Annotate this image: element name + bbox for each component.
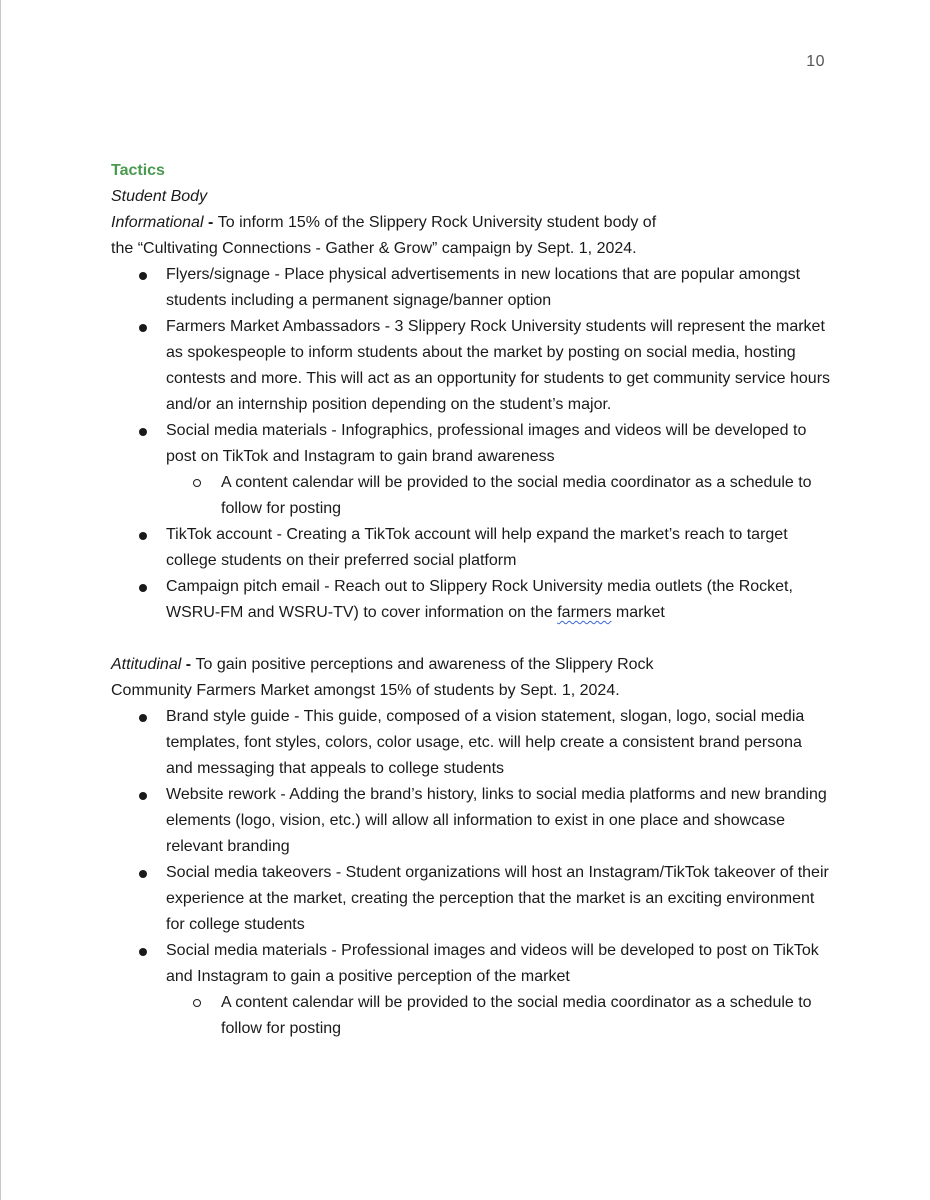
- list-item: [111, 704, 831, 782]
- hollow-bullet-icon: [193, 999, 201, 1007]
- bullet-icon: [139, 714, 147, 722]
- hollow-bullet-icon: [193, 479, 201, 487]
- objective-dash: -: [203, 214, 218, 231]
- objective-label: Attitudinal: [111, 656, 182, 673]
- bullet-icon: [139, 428, 147, 436]
- bullet-icon: [139, 870, 147, 878]
- section-heading: Tactics: [111, 162, 165, 179]
- list-item-text: [166, 578, 793, 621]
- list-item: [111, 522, 831, 574]
- list-item: [111, 782, 831, 860]
- list-item: [111, 418, 831, 522]
- paragraph-spacer: [111, 626, 831, 652]
- informational-tactics-list: [111, 262, 831, 626]
- bullet-icon: [139, 584, 147, 592]
- bullet-icon: [139, 324, 147, 332]
- text-fragment: Campaign pitch email - Reach out to Slippery Rock University media outlets (the Rocket, WSRU-FM and WSRU-TV) to cover information on the: [166, 578, 793, 621]
- list-item-text: Flyers/signage - Place physical advertisements in new locations that are popular amongst students including a permanent signage/banner option: [166, 266, 801, 309]
- bullet-icon: [139, 792, 147, 800]
- sub-list-item: [166, 990, 831, 1042]
- attitudinal-tactics-list: [111, 704, 831, 1042]
- objective-dash: -: [181, 656, 196, 673]
- objective-text-cont: the “Cultivating Connections - Gather & Grow” campaign by Sept. 1, 2024.: [111, 240, 637, 257]
- sub-list-item-text: A content calendar will be provided to the social media coordinator as a schedule to follow for posting: [221, 474, 812, 517]
- sub-list: [166, 470, 831, 522]
- objective-text-cont: Community Farmers Market amongst 15% of students by Sept. 1, 2024.: [111, 682, 620, 699]
- list-item-text: Farmers Market Ambassadors - 3 Slippery Rock University students will represent the market as spokespeople to inform students about the market by posting on social media, hosting contests and more. This will act as an opportunity for students to get community service hours and/or an internship position depending on the student’s major.: [166, 318, 831, 413]
- list-item: [111, 938, 831, 1042]
- spellcheck-flagged-word[interactable]: farmers: [557, 604, 612, 621]
- text-fragment: market: [611, 604, 665, 621]
- list-item-text: Social media materials - Infographics, professional images and videos will be developed to post on TikTok and Instagram to gain brand awareness: [166, 422, 807, 465]
- sub-list-item-text: A content calendar will be provided to the social media coordinator as a schedule to follow for posting: [221, 994, 812, 1037]
- objective-label: Informational: [111, 214, 204, 231]
- list-item: [111, 314, 831, 418]
- list-item-text: Website rework - Adding the brand’s history, links to social media platforms and new branding elements (logo, vision, etc.) will allow all information to exist in one place and showcase relevant branding: [166, 786, 827, 855]
- informational-objective: [111, 210, 831, 262]
- list-item: [111, 262, 831, 314]
- bullet-icon: [139, 948, 147, 956]
- document-body: [111, 158, 831, 1042]
- sub-list: [166, 990, 831, 1042]
- attitudinal-objective: [111, 652, 831, 704]
- list-item-text: Social media takeovers - Student organizations will host an Instagram/TikTok takeover of their experience at the market, creating the perception that the market is an exciting environment for college students: [166, 864, 829, 933]
- subheading: Student Body: [111, 188, 208, 205]
- list-item-text: Social media materials - Professional images and videos will be developed to post on TikTok and Instagram to gain a positive perception of the market: [166, 942, 819, 985]
- objective-text: To gain positive perceptions and awareness of the Slippery Rock: [195, 656, 654, 673]
- bullet-icon: [139, 532, 147, 540]
- page-number: 10: [806, 53, 825, 70]
- list-item: [111, 574, 831, 626]
- objective-text: To inform 15% of the Slippery Rock University student body of: [217, 214, 657, 231]
- list-item-text: Brand style guide - This guide, composed of a vision statement, slogan, logo, social media templates, font styles, colors, color usage, etc. will help create a consistent brand persona and messaging that appeals to college students: [166, 708, 805, 777]
- list-item-text: TikTok account - Creating a TikTok account will help expand the market’s reach to target college students on their preferred social platform: [166, 526, 788, 569]
- sub-list-item: [166, 470, 831, 522]
- bullet-icon: [139, 272, 147, 280]
- list-item: [111, 860, 831, 938]
